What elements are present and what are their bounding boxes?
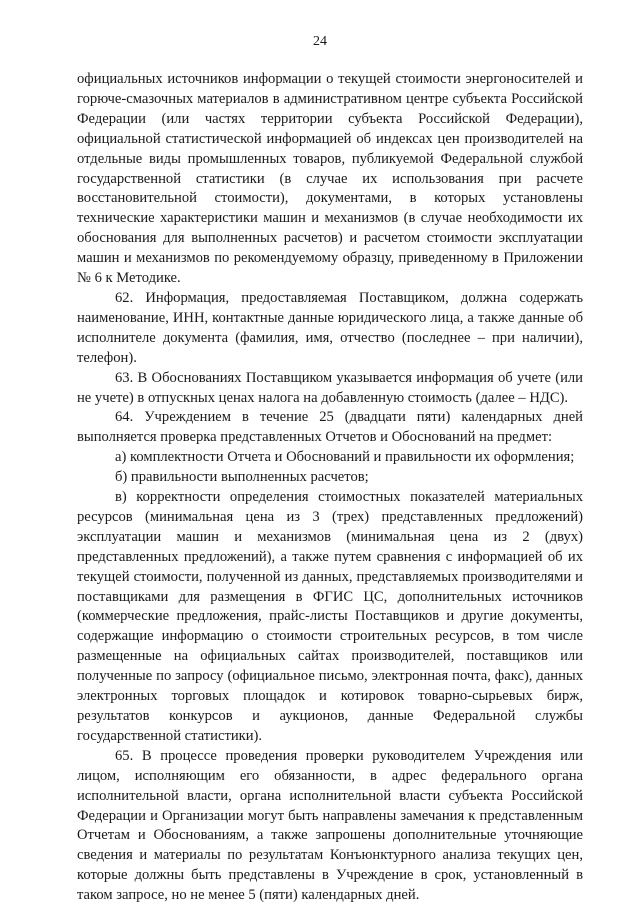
paragraph-64: 64. Учреждением в течение 25 (двадцати пяти) календарных дней выполняется проверка представленных Отчетов и Обоснований на предмет: (77, 409, 583, 446)
paragraph-63: 63. В Обоснованиях Поставщиком указывается информация об учете (или не учете) в отпускных ценах налога на добавленную стоимость (далее – НДС). (77, 369, 583, 406)
document-body (77, 70, 583, 906)
paragraph-62: 62. Информация, предоставляемая Поставщиком, должна содержать наименование, ИНН, контактные данные юридического лица, а также данные об исполнителе документа (фамилия, имя, отчество (последнее – при наличии), телефон). (77, 289, 583, 366)
page-number: 24 (313, 34, 327, 49)
paragraph-64-a: а) комплектности Отчета и Обоснований и правильности их оформления; (115, 449, 575, 466)
paragraph-continuation: официальных источников информации о текущей стоимости энергоносителей и горюче-смазочных материалов в административном центре субъекта Российской Федерации (или частях территории субъекта Российской Федерации), официальной статистической информацией об индексах цен производителей на отдельные виды промышленных товаров, публикуемой Федеральной службой государственной статистики (в случае их использования при расчете восстановительной стоимости), документами, в которых установлены технические характеристики машин и механизмов (в случае необходимости их обоснования для выполненных расчетов) и расчетом стоимости эксплуатации машин и механизмов по рекомендуемому образцу, приведенному в Приложении № 6 к Методике. (77, 71, 583, 287)
paragraph-64-c: в) корректности определения стоимостных показателей материальных ресурсов (минимальная цена из 3 (трех) представленных предложений) эксплуатации машин и механизмов (минимальная цена из 2 (двух) представленных предложений), а также путем сравнения с информацией об их текущей стоимости, полученной из данных, представляемых производителями и поставщиками для размещения в ФГИС ЦС, дополнительных источников (коммерческие предложения, прайс-листы Поставщиков и другие документы, содержащие информацию о стоимости строительных ресурсов, в том числе размещенные на официальных сайтах производителей, поставщиков или полученные по запросу (официальное письмо, электронная почта, факс), данных электронных торговых площадок и котировок товарно-сырьевых бирж, результатов конкурсов и аукционов, данные Федеральной службы государственной статистики). (77, 489, 583, 744)
paragraph-65: 65. В процессе проведения проверки руководителем Учреждения или лицом, исполняющим его обязанности, в адрес федерального органа исполнительной власти, органа исполнительной власти субъекта Российской Федерации и Организации могут быть направлены замечания к представленным Отчетам и Обоснованиям, а также запрошены дополнительные уточняющие сведения и материалы по результатам Конъюнктурного анализа текущих цен, которые должны быть представлены в Учреждение в срок, установленный в таком запросе, но не менее 5 (пяти) календарных дней. (77, 747, 583, 904)
paragraph-64-b: б) правильности выполненных расчетов; (115, 469, 369, 486)
